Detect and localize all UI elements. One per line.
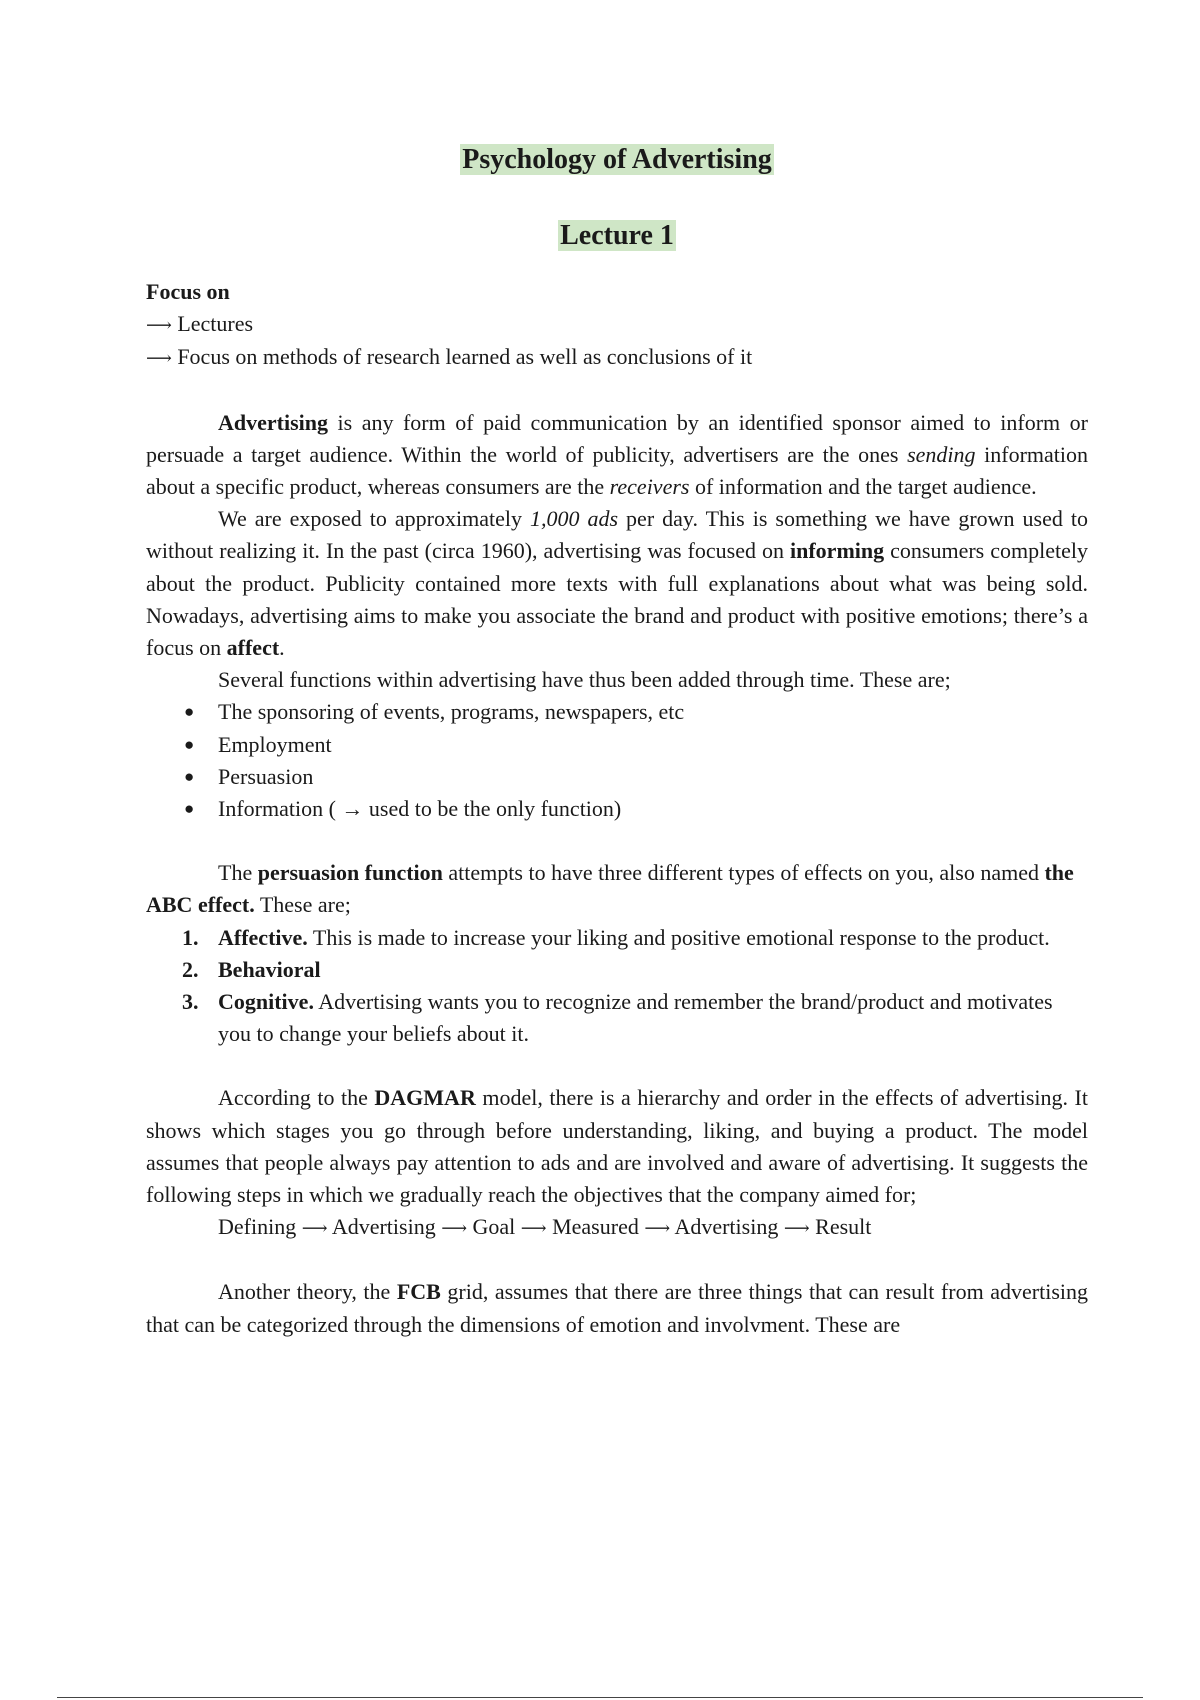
document-body [146,276,1088,1341]
list-item: ● Employment [146,729,1088,761]
page-bottom-rule [57,1697,1143,1698]
list-item: 3. Cognitive. Advertising wants you to recognize and remember the brand/product and motivates you to change your beliefs about it. [182,989,1053,1047]
right-arrow-icon: ⟶ [520,1218,547,1239]
functions-list [146,696,1088,825]
right-arrow-icon: ⟶ [783,1218,810,1239]
paragraph-fcb: Another theory, the FCB grid, assumes that there are three things that can result from advertising that can be categorized through the dimensions of emotion and involvment. These are [146,1279,1088,1337]
right-arrow-icon: ⟶ [644,1218,671,1239]
focus-item: ⟶ Focus on methods of research learned as well as conclusions of it [146,344,753,370]
paragraph-advertising-definition: Advertising is any form of paid communication by an identified sponsor aimed to inform or persuade a target audience. Within the world of publicity, advertisers are the ones sending information about a specific product, whereas consumers are the receivers of information and the target audience. [146,409,1088,500]
paragraph-persuasion: The persuasion function attempts to have three different types of effects on you, also named the ABC effect. These are; [146,860,1074,918]
focus-heading: Focus on [146,279,230,304]
paragraph-functions-intro: Several functions within advertising have thus been added through time. These are; [218,667,951,693]
dagmar-steps: Defining ⟶ Advertising ⟶ Goal ⟶ Measured ⟶ Advertising ⟶ Result [218,1214,872,1240]
page-title: Psychology of Advertising [462,144,772,175]
right-arrow-icon: ⟶ [146,315,172,336]
list-item: ● Information ( → used to be the only function) [146,793,1088,825]
paragraph-dagmar: According to the DAGMAR model, there is a hierarchy and order in the effects of advertising. It shows which stages you go through before understanding, liking, and buying a product. The model assumes that people always pay attention to ads and are involved and aware of advertising. It suggests the following steps in which we gradually reach the objectives that the company aimed for; [146,1085,1088,1208]
lecture-heading: Lecture 1 [560,220,674,251]
abc-effects-list [146,922,1088,1051]
right-arrow-icon: ⟶ [441,1218,468,1239]
list-item: 2. Behavioral [182,956,321,982]
right-arrow-icon: ⟶ [146,348,172,369]
list-item: ● Persuasion [146,761,1088,793]
paragraph-exposure: We are exposed to approximately 1,000 ads per day. This is something we have grown used to without realizing it. In the past (circa 1960), advertising was focused on informing consumers completely about the product. Publicity contained more texts with full explanations about what was being sold. Nowadays, advertising aims to make you associate the brand and product with positive emotions; there’s a focus on affect. [146,506,1088,661]
right-arrow-icon: ⟶ [301,1218,328,1239]
focus-item: ⟶ Lectures [146,311,254,337]
list-item: ● The sponsoring of events, programs, newspapers, etc [146,696,1088,728]
list-item: 1. Affective. This is made to increase your liking and positive emotional response to the product. [182,924,1050,950]
